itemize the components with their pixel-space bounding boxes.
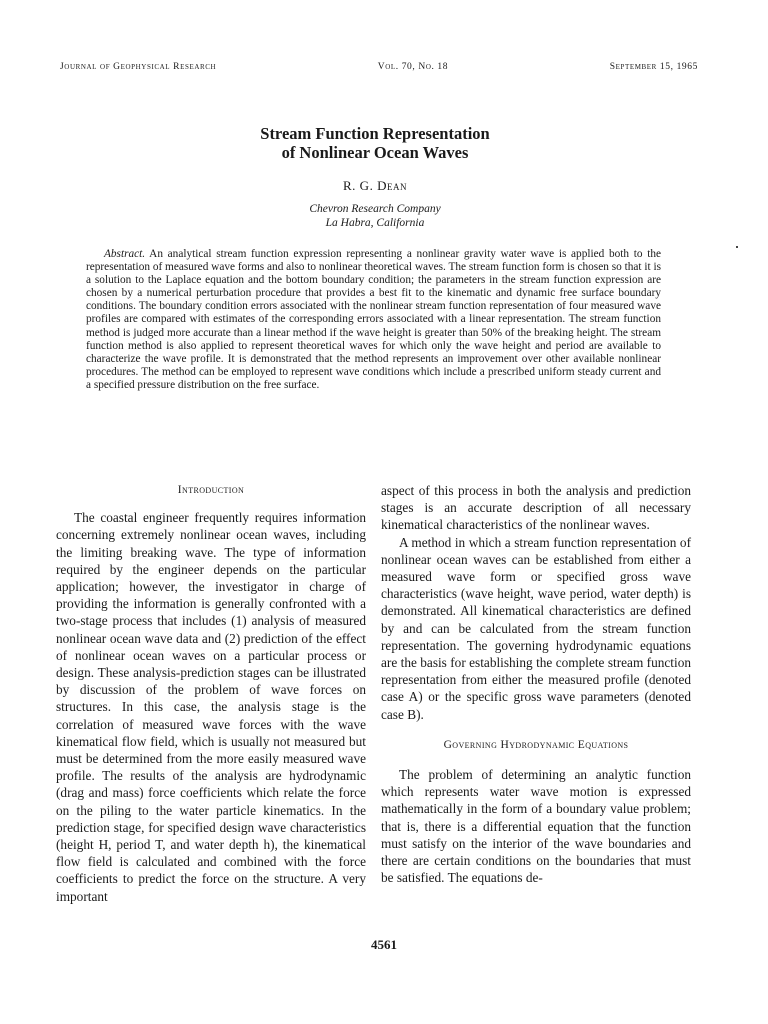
governing-equations-heading: Governing Hydrodynamic Equations bbox=[443, 738, 629, 751]
abstract bbox=[86, 248, 661, 392]
continuation-paragraph: aspect of this process in both the analysis and prediction stages is an accurate description of all necessary kinematical characteristics of the nonlinear waves. bbox=[381, 483, 691, 533]
right-column bbox=[381, 482, 691, 886]
affiliation bbox=[60, 202, 690, 230]
introduction-paragraph: The coastal engineer frequently requires information concerning extremely nonlinear ocean waves, including the limiting breaking wave. The type of information required by the engineer depends on the particular application; however, the investigator in charge of providing the information is generally confronted with a two-stage process that includes (1) analysis of measured nonlinear ocean wave data and (2) prediction of the effect of nonlinear ocean waves on a particular process or design. These analysis-prediction stages can be illustrated by discussion of the problem of wave forces on structures. In this case, the analysis stage is the correlation of measured wave forces with the wave kinematical flow field, which is usually not measured but must be determined from the more easily measured wave profile. The results of the analysis are hydrodynamic (drag and mass) force coefficients which relate the force on the piling to the water particle kinematics. In the prediction stage, for specified design wave characteristics (height H, period T, and water depth h), the kinematical flow field is calculated and combined with the force coefficients to predict the force on the structure. A very important bbox=[56, 510, 366, 904]
introduction-heading: Introduction bbox=[177, 484, 245, 496]
volume-number: Vol. 70, No. 18 bbox=[377, 62, 449, 72]
journal-name: Journal of Geophysical Research bbox=[60, 62, 217, 72]
page-number: 4561 bbox=[371, 937, 397, 952]
article-title bbox=[60, 124, 690, 162]
author-name: R. G. Dean bbox=[343, 178, 407, 193]
running-head bbox=[60, 62, 698, 72]
margin-mark bbox=[736, 246, 738, 248]
affiliation-line-2: La Habra, California bbox=[325, 217, 425, 229]
affiliation-line-1: Chevron Research Company bbox=[309, 203, 441, 215]
governing-equations-paragraph: The problem of determining an analytic function which represents water wave motion is expressed mathematically in the form of a boundary value problem; that is, there is a differential equation that the function must satisfy on the interior of the wave boundaries and there are certain conditions on the boundaries that must be satisfied. The equations de- bbox=[381, 767, 691, 886]
title-block bbox=[60, 124, 690, 230]
issue-date: September 15, 1965 bbox=[609, 62, 698, 72]
title-line-2: of Nonlinear Ocean Waves bbox=[281, 143, 469, 162]
method-paragraph: A method in which a stream function representation of nonlinear ocean waves can be established from either a measured wave form or specified gross wave characteristics (wave height, wave period, water depth) is demonstrated. All kinematical characteristics are defined by and can be calculated from the stream function representation. The governing hydrodynamic equations are the basis for establishing the complete stream function representation from either the measured profile (denoted case A) or the specific gross wave parameters (denoted case B). bbox=[381, 534, 691, 722]
abstract-text: An analytical stream function expression representing a nonlinear gravity water wave is applied both to the representation of measured wave forms and also to nonlinear theoretical waves. The stream function form is chosen so that it is a solution to the Laplace equation and the bottom boundary condition; the parameters in the stream function expression are chosen by a numerical perturbation procedure that provides a best fit to the kinematic and dynamic free surface boundary conditions. The boundary condition errors associated with the nonlinear stream function representation of four measured wave profiles are compared with estimates of the corresponding errors associated with a linear representation. The stream function method is judged more accurate than a linear method if the wave height is greater than 50% of the breaking height. The stream function method is also applied to represent theoretical waves for which only the wave height and period are available to characterize the wave profile. It is demonstrated that the method represents an improvement over other available nonlinear procedures. The method can be employed to represent wave conditions which include a prescribed uniform steady current and a specified pressure distribution on the free surface. bbox=[86, 248, 661, 391]
title-line-1: Stream Function Representation bbox=[260, 124, 490, 143]
abstract-label: Abstract. bbox=[104, 248, 146, 260]
left-column bbox=[56, 482, 366, 905]
